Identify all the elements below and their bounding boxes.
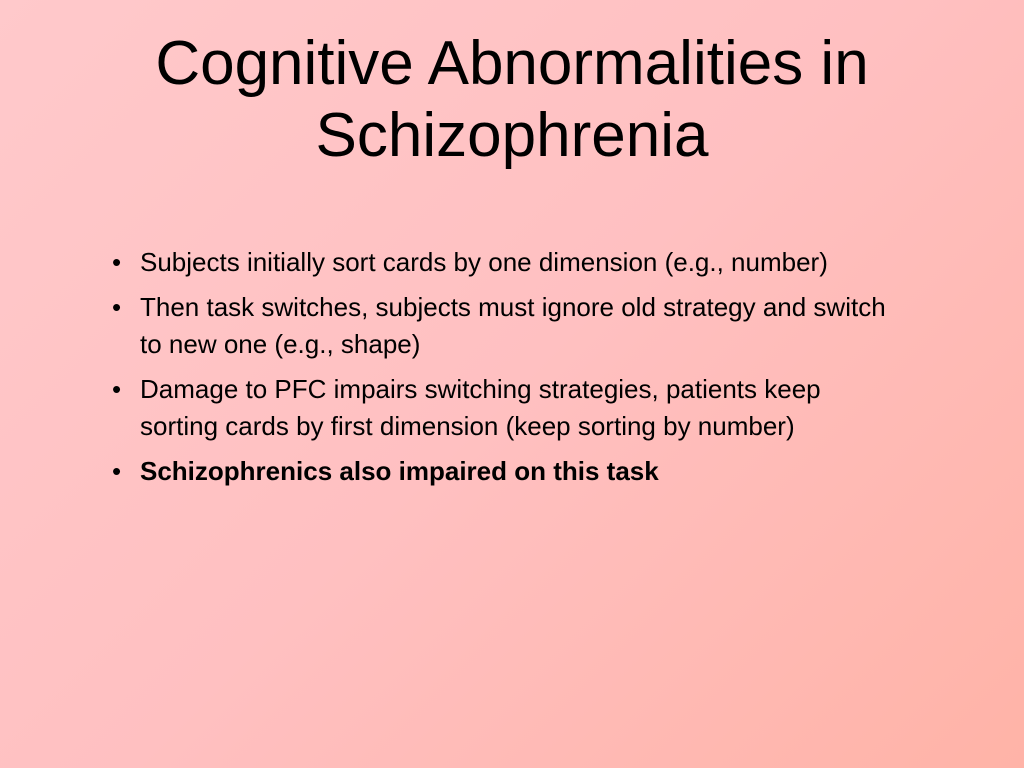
- bullet-item: [112, 244, 892, 281]
- bullet-text: Then task switches, subjects must ignore old strategy and switch to new one (e.g., shape): [140, 292, 886, 359]
- bullet-item: [112, 289, 892, 363]
- bullet-list: [112, 244, 892, 498]
- bullet-text-bold: Schizophrenics also impaired on this task: [140, 456, 659, 486]
- bullet-item: [112, 371, 892, 445]
- bullet-point: •: [112, 247, 122, 277]
- bullet-point: •: [112, 456, 122, 486]
- slide-title: Cognitive Abnormalities in Schizophrenia: [155, 29, 869, 170]
- bullet-text: Subjects initially sort cards by one dimension (e.g., number): [140, 247, 828, 277]
- bullet-text: Damage to PFC impairs switching strategies, patients keep sorting cards by first dimension (keep sorting by number): [140, 374, 821, 441]
- bullet-item-emphasized: [112, 453, 892, 490]
- bullet-point: •: [112, 374, 122, 404]
- bullet-point: •: [112, 292, 122, 322]
